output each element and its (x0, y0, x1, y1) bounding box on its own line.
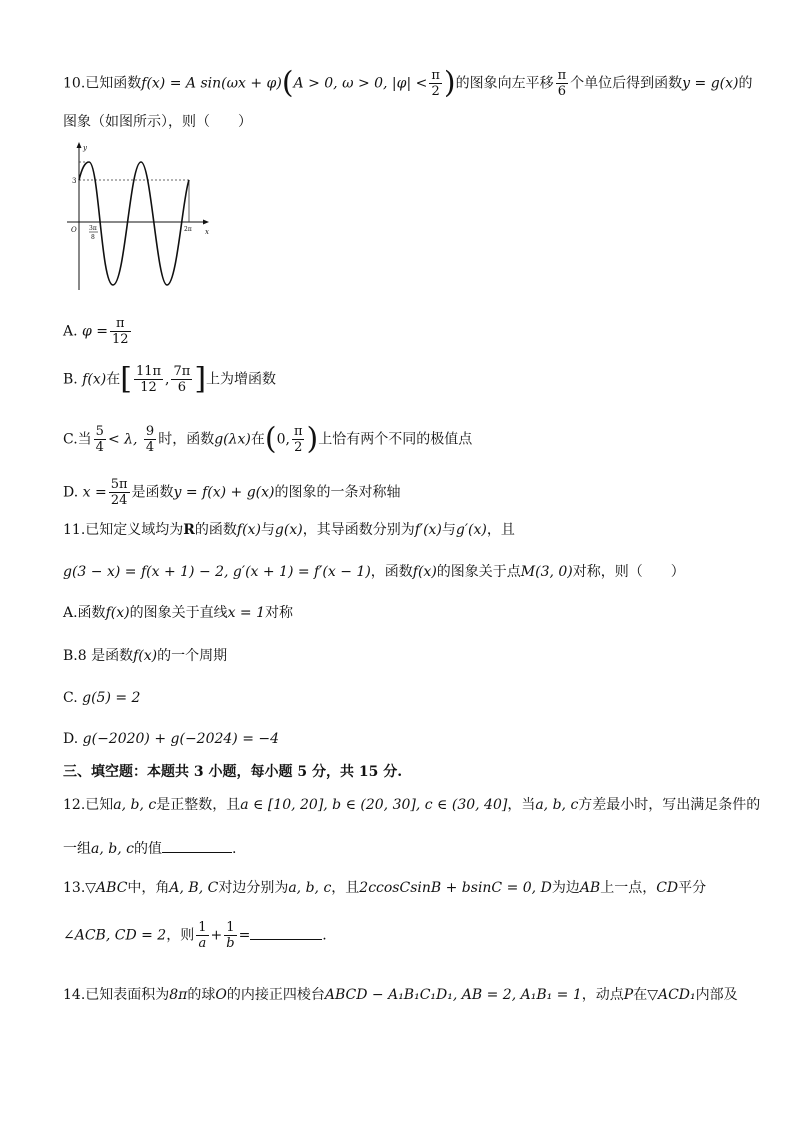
frac-num: π (293, 424, 303, 439)
q12-text: 一组 (63, 841, 91, 857)
frac-num: 1 (198, 920, 207, 935)
q14-text: 的球 (187, 987, 216, 1003)
frac-num: π (557, 68, 567, 83)
q14-math: ABCD − A₁B₁C₁D₁, AB = 2, A₁B₁ = 1 (324, 987, 582, 1003)
q13-line1 (63, 878, 706, 898)
frac-den: 24 (110, 493, 128, 508)
q11-math: f(x) (412, 564, 437, 580)
q13-line2 (63, 920, 327, 951)
option-math: 0, (276, 431, 290, 448)
option-math: x = (82, 484, 107, 501)
option-math: φ = (82, 323, 108, 340)
q11-text: ，且 (486, 522, 515, 538)
q10-option-b: B. f(x)在[ $\frac{11\pi}{12}$ , $\frac{7\pi}{6}$ ]上为增函数 (63, 361, 277, 397)
q11-option-c (63, 688, 140, 708)
frac-num: 1 (224, 920, 236, 936)
tick-3pi-num: 3π (89, 225, 97, 232)
frac-den: 6 (557, 84, 567, 99)
frac (292, 424, 305, 455)
q12-math: a ∈ [10, 20], b ∈ (20, 30], c ∈ (30, 40] (240, 797, 508, 813)
option-text: 对称 (265, 605, 294, 621)
q13-text: ，则 (166, 927, 195, 944)
q13-math: = (238, 927, 251, 944)
option-math: f(x) (133, 648, 158, 664)
q14-math: ▽ACD₁ (647, 987, 696, 1003)
q11-math: f′(x) (414, 522, 442, 538)
q11-text: ，其导函数分别为 (302, 522, 415, 538)
frac (109, 477, 130, 508)
paren-close: ) (306, 421, 319, 457)
frac (196, 920, 208, 951)
option-letter: B. (63, 371, 78, 388)
q14-math: 8π (169, 987, 188, 1003)
frac-den: 4 (95, 440, 104, 455)
q14-text: 在 (633, 987, 648, 1003)
q10-text: 个单位后得到函数 (570, 75, 683, 92)
q10-text: 10.已知函数 (63, 75, 142, 92)
q11-math: M(3, 0) (520, 564, 573, 580)
q11-math: g(3 − x) = f(x + 1) − 2, g′(x + 1) = f′(x − 1) (63, 564, 371, 580)
q10-line1 (63, 65, 753, 101)
q11-text: 与 (441, 522, 456, 538)
q13-text: 为边 (551, 880, 580, 896)
q10-text: 图象（如图所示），则（ ） (63, 114, 252, 130)
x-label: x (205, 228, 209, 236)
q12-text: . (231, 841, 237, 857)
q10-option-c (63, 421, 473, 457)
q13-math: ▽ABC (85, 880, 128, 896)
q12-line1 (63, 795, 760, 815)
frac-num: 11π (135, 364, 162, 379)
frac-den: 12 (112, 332, 129, 347)
option-math: g(5) = 2 (82, 690, 141, 706)
q11-text: 与 (260, 522, 275, 538)
q10-text: 的图象向左平移 (455, 75, 554, 92)
q11-math: g′(x) (455, 522, 487, 538)
option-text: 在 (106, 371, 121, 388)
q13-text: 平分 (678, 880, 707, 896)
q11-line1 (63, 520, 515, 540)
q13-math: AB (579, 880, 601, 896)
section-3-heading (63, 762, 402, 782)
frac-num: 5π (110, 477, 128, 492)
q12-math: a, b, c (91, 841, 134, 857)
q10-option-a (63, 316, 133, 347)
q11-line2 (63, 562, 685, 582)
q13-math: CD (656, 880, 679, 896)
q13-math: a, b, c (288, 880, 332, 896)
q11-text: 的图象关于点 (436, 564, 521, 580)
q12-text: 的值 (133, 841, 162, 857)
q13-text: 13. (63, 880, 86, 896)
bracket-open: [ (120, 361, 132, 397)
q11-math: f(x) (236, 522, 261, 538)
option-letter: B. (63, 648, 78, 664)
option-text: 是函数 (131, 484, 174, 501)
q10-text: 的 (738, 75, 753, 92)
option-text: 的一个周期 (157, 648, 228, 664)
q12-text: 方差最小时，写出满足条件的 (578, 797, 761, 813)
q13-text: 中，角 (127, 880, 170, 896)
option-text: 时，函数 (158, 431, 215, 448)
q12-math: a, b, c (535, 797, 579, 813)
tick-3pi-den: 8 (91, 234, 95, 241)
option-text: 是函数 (91, 648, 134, 664)
paren-close: ) (443, 65, 456, 101)
q13-math: 2ccosCsinB + bsinC = 0, D (359, 880, 552, 896)
option-text: 上恰有两个不同的极值点 (318, 431, 473, 448)
q10-gx: y = g(x) (682, 75, 739, 92)
q11-text: ，函数 (370, 564, 413, 580)
option-text: 在 (250, 431, 265, 448)
option-text: 的图象的一条对称轴 (274, 484, 401, 501)
q11-option-a (63, 603, 293, 623)
q10-option-d (63, 477, 401, 508)
q12-math: a, b, c (113, 797, 157, 813)
q14-text: ，动点 (581, 987, 624, 1003)
q13-math: A, B, C (169, 880, 219, 896)
frac-pi-6 (556, 68, 569, 99)
y-label: y (83, 144, 87, 152)
q14-text: 14.已知表面积为 (63, 987, 170, 1003)
option-math: g(−2020) + g(−2024) = −4 (82, 731, 280, 747)
frac (110, 316, 131, 347)
q13-math: ∠ACB, CD = 2 (63, 927, 167, 944)
option-letter: D. (63, 731, 79, 747)
q12-text: ，当 (507, 797, 536, 813)
q11-text: 的函数 (194, 522, 237, 538)
frac (94, 424, 106, 455)
option-text: 的图象关于直线 (129, 605, 228, 621)
frac-num: π (431, 68, 440, 83)
frac-num: 7π (173, 364, 191, 379)
option-math: x = 1 (227, 605, 266, 621)
frac-den: b (226, 936, 235, 951)
q11-math: g(x) (274, 522, 303, 538)
origin-label: O (71, 226, 77, 234)
frac-den: 12 (140, 380, 157, 395)
frac-den: 2 (294, 440, 303, 455)
frac-num: π (110, 316, 131, 332)
option-text: A.函数 (63, 605, 106, 621)
option-math: < λ, (107, 431, 138, 448)
q11-option-b (63, 646, 227, 666)
paren-open: ( (281, 65, 294, 101)
q14-line1 (63, 985, 738, 1005)
frac-den: 2 (431, 84, 440, 99)
frac (224, 920, 236, 951)
q13-text: 对边分别为 (218, 880, 289, 896)
q11-option-d (63, 729, 279, 749)
option-letter: D. (63, 484, 79, 501)
frac-den: 4 (145, 440, 155, 455)
option-math: 8 (77, 648, 87, 664)
option-letter: A. (63, 323, 78, 340)
q12-text: 是正整数，且 (156, 797, 241, 813)
bracket-close: ] (194, 361, 207, 397)
frac-den: a (198, 936, 207, 951)
q14-math: P (623, 987, 634, 1003)
option-math: f(x) (82, 371, 107, 388)
q10-condition: A > 0, ω > 0, |φ| < (293, 75, 428, 92)
frac-den: 6 (177, 380, 187, 395)
q11-text: 对称，则（ ） (572, 564, 685, 580)
answer-blank[interactable] (250, 925, 322, 940)
sine-graph (63, 140, 213, 292)
q14-text: 的内接正四棱台 (226, 987, 325, 1003)
q13-math: + (210, 927, 223, 944)
section-title: 三、填空题：本题共 3 小题，每小题 5 分，共 15 分. (63, 764, 403, 780)
frac-num: 9 (145, 424, 155, 439)
paren-open: ( (264, 421, 277, 457)
option-letter: C. (63, 690, 78, 706)
q10-line2 (63, 112, 252, 132)
tick-2pi-label: 2π (184, 226, 192, 233)
answer-blank[interactable] (162, 838, 232, 853)
q12-text: 12.已知 (63, 797, 114, 813)
q11-text: 11.已知定义域均为 (63, 522, 184, 538)
frac (171, 364, 192, 395)
q13-text: ，且 (331, 880, 360, 896)
frac-pi-2 (429, 68, 442, 99)
option-math: y = f(x) + g(x) (173, 484, 275, 501)
q14-math: O (215, 987, 227, 1003)
q13-text: 上一点， (600, 880, 657, 896)
frac (144, 424, 156, 455)
tick-3-label: 3 (72, 177, 77, 185)
frac (134, 364, 163, 395)
option-letter: C.当 (63, 431, 92, 448)
q12-line2 (63, 838, 236, 859)
option-text: 上为增函数 (206, 371, 277, 388)
option-math: f(x) (105, 605, 130, 621)
frac-num: 5 (95, 424, 104, 439)
option-math: g(λx) (214, 431, 251, 448)
real-set-symbol: R (183, 522, 195, 538)
q10-function: f(x) = A sin(ωx + φ) (141, 75, 282, 92)
q14-text: 内部及 (695, 987, 738, 1003)
q13-text: . (322, 927, 327, 944)
